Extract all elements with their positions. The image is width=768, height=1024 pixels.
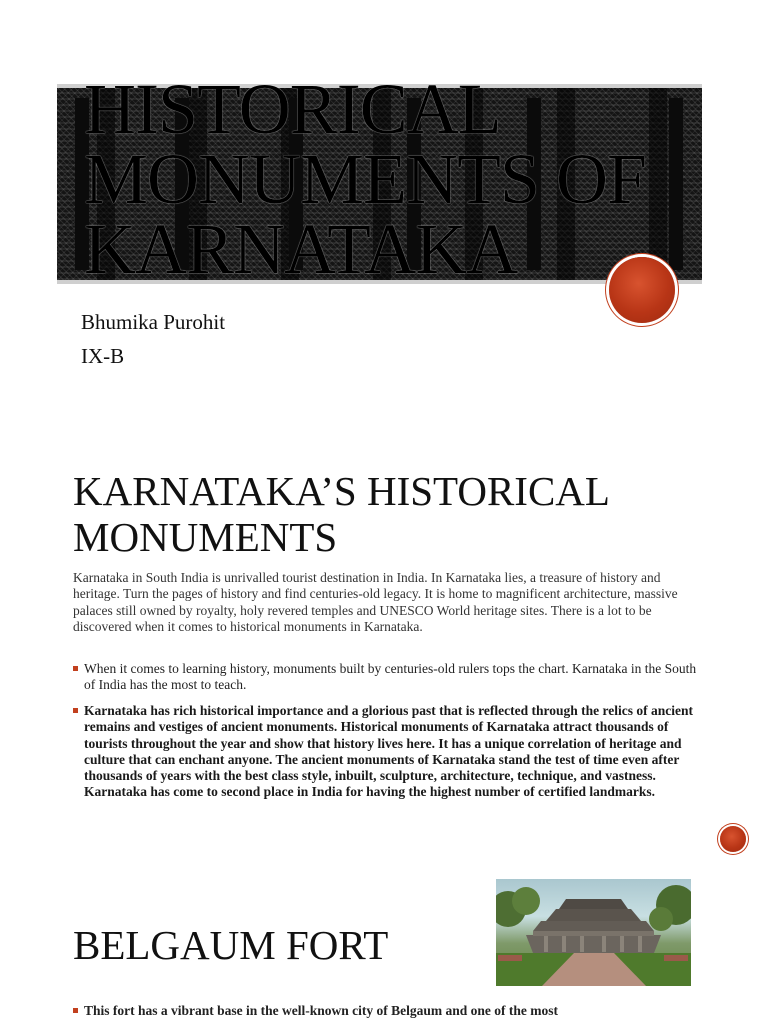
bullet-text: This fort has a vibrant base in the well-known city of Belgaum and one of the most [84,1003,559,1018]
bullet-list [73,661,701,694]
belgaum-fort-photo [496,879,691,986]
heading-line: MONUMENTS [73,514,338,560]
bullet-item [73,1003,701,1019]
decorative-orb [720,826,746,852]
square-bullet-icon [73,708,78,713]
bullet-text: When it comes to learning history, monuments built by centuries-old rulers tops the chart. Karnataka in the South of India has the most to teach. [84,661,697,693]
bullet-list [73,703,701,801]
square-bullet-icon [73,1008,78,1013]
title-line: MONUMENTS OF [84,139,647,219]
slide-heading [73,468,713,560]
bullet-item [73,703,701,801]
title-line: KARNATAKA [84,209,518,289]
bullet-list [73,1003,701,1019]
decorative-orb [609,257,675,323]
presentation-title [84,69,724,289]
author-name: Bhumika Purohit [81,310,226,334]
intro-paragraph: Karnataka in South India is unrivalled tourist destination in India. In Karnataka lies, a treasure of history and heritage. Turn the pages of history and find centuries-old legacy. It is home to magnificent architecture, massive palaces still owned by royalty, holy revered temples and UNESCO World heritage sites. There is a lot to be discovered when it comes to historical monuments in Karnataka. [73,570,678,634]
heading-line: KARNATAKA’S HISTORICAL [73,468,610,514]
bullet-item [73,661,701,694]
author-class: IX-B [81,344,125,368]
title-line: HISTORICAL [84,69,501,149]
bullet-text: Karnataka has rich historical importance and a glorious past that is reflected through the relics of ancient remains and vestiges of ancient monuments. Historical monuments of Karnataka attract thousands of tourists throughout the year and show that history lives here. It has a unique correlation of heritage and culture that can enchant anyone. The ancient monuments of Karnataka stand the test of time even after thousands of years with the best class style, inbuilt, sculpture, architecture, technique, and vastness. Karnataka has come to second place in India for having the highest number of certified landmarks. [84,703,693,800]
square-bullet-icon [73,666,78,671]
slide-heading: BELGAUM FORT [73,922,389,968]
author-block [81,306,225,374]
